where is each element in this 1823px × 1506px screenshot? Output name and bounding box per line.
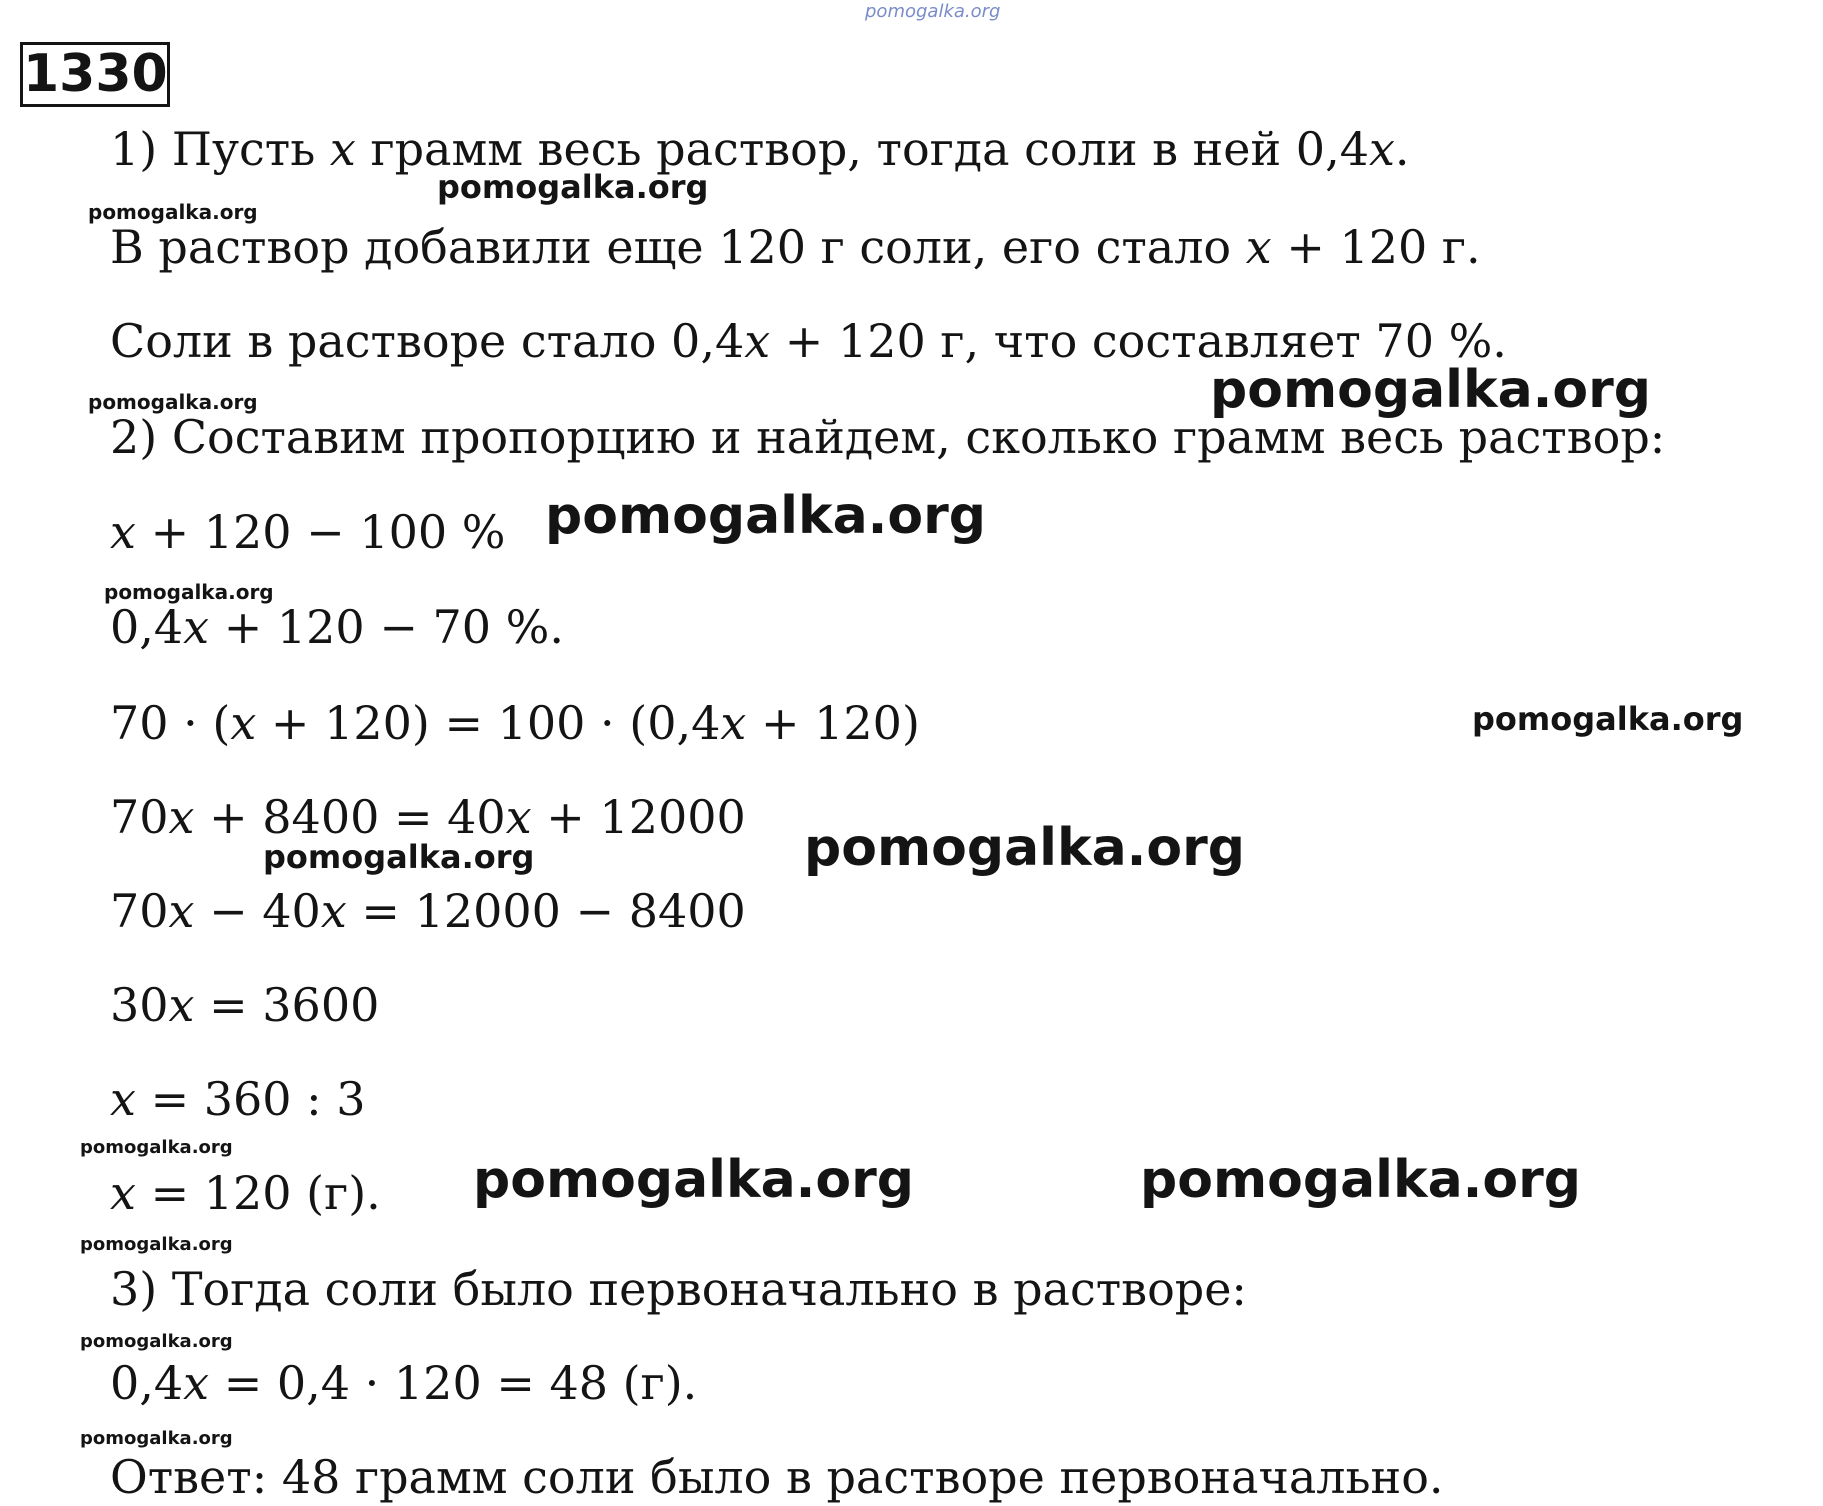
solution-line-15: Ответ: 48 грамм соли было в растворе первоначально. xyxy=(110,1450,1444,1504)
watermark: pomogalka.org xyxy=(545,486,987,546)
solution-line-6: 0,4x + 120 − 70 %. xyxy=(110,600,564,654)
solution-line-3: Соли в растворе стало 0,4x + 120 г, что составляет 70 %. xyxy=(110,314,1507,368)
solution-line-7: 70 · (x + 120) = 100 · (0,4x + 120) xyxy=(110,696,920,750)
solution-line-12: x = 120 (г). xyxy=(110,1166,381,1220)
solution-line-14: 0,4x = 0,4 · 120 = 48 (г). xyxy=(110,1356,698,1410)
watermark: pomogalka.org xyxy=(1140,1150,1582,1210)
watermark: pomogalka.org xyxy=(88,200,258,224)
solution-line-2: В раствор добавили еще 120 г соли, его стало x + 120 г. xyxy=(110,220,1481,274)
solution-line-4: 2) Составим пропорцию и найдем, сколько грамм весь раствор: xyxy=(110,410,1666,464)
watermark: pomogalka.org xyxy=(865,1,1001,22)
watermark: pomogalka.org xyxy=(1472,700,1744,738)
watermark: pomogalka.org xyxy=(437,168,709,206)
solution-line-1: 1) Пусть x грамм весь раствор, тогда соли в ней 0,4x. xyxy=(110,122,1410,176)
solution-line-9: 70x − 40x = 12000 − 8400 xyxy=(110,884,746,938)
watermark: pomogalka.org xyxy=(88,390,258,414)
watermark: pomogalka.org xyxy=(104,580,274,604)
watermark: pomogalka.org xyxy=(80,1137,233,1158)
watermark: pomogalka.org xyxy=(473,1150,915,1210)
solution-line-13: 3) Тогда соли было первоначально в растворе: xyxy=(110,1262,1247,1316)
solution-line-8: 70x + 8400 = 40x + 12000 xyxy=(110,790,746,844)
watermark: pomogalka.org xyxy=(80,1234,233,1255)
solution-line-11: x = 360 : 3 xyxy=(110,1072,366,1126)
watermark: pomogalka.org xyxy=(80,1331,233,1352)
problem-number: 1330 xyxy=(20,42,170,107)
watermark: pomogalka.org xyxy=(263,838,535,876)
watermark: pomogalka.org xyxy=(80,1428,233,1449)
solution-line-5: x + 120 − 100 % xyxy=(110,505,506,559)
watermark: pomogalka.org xyxy=(804,818,1246,878)
solution-line-10: 30x = 3600 xyxy=(110,978,380,1032)
watermark: pomogalka.org xyxy=(1210,360,1652,420)
